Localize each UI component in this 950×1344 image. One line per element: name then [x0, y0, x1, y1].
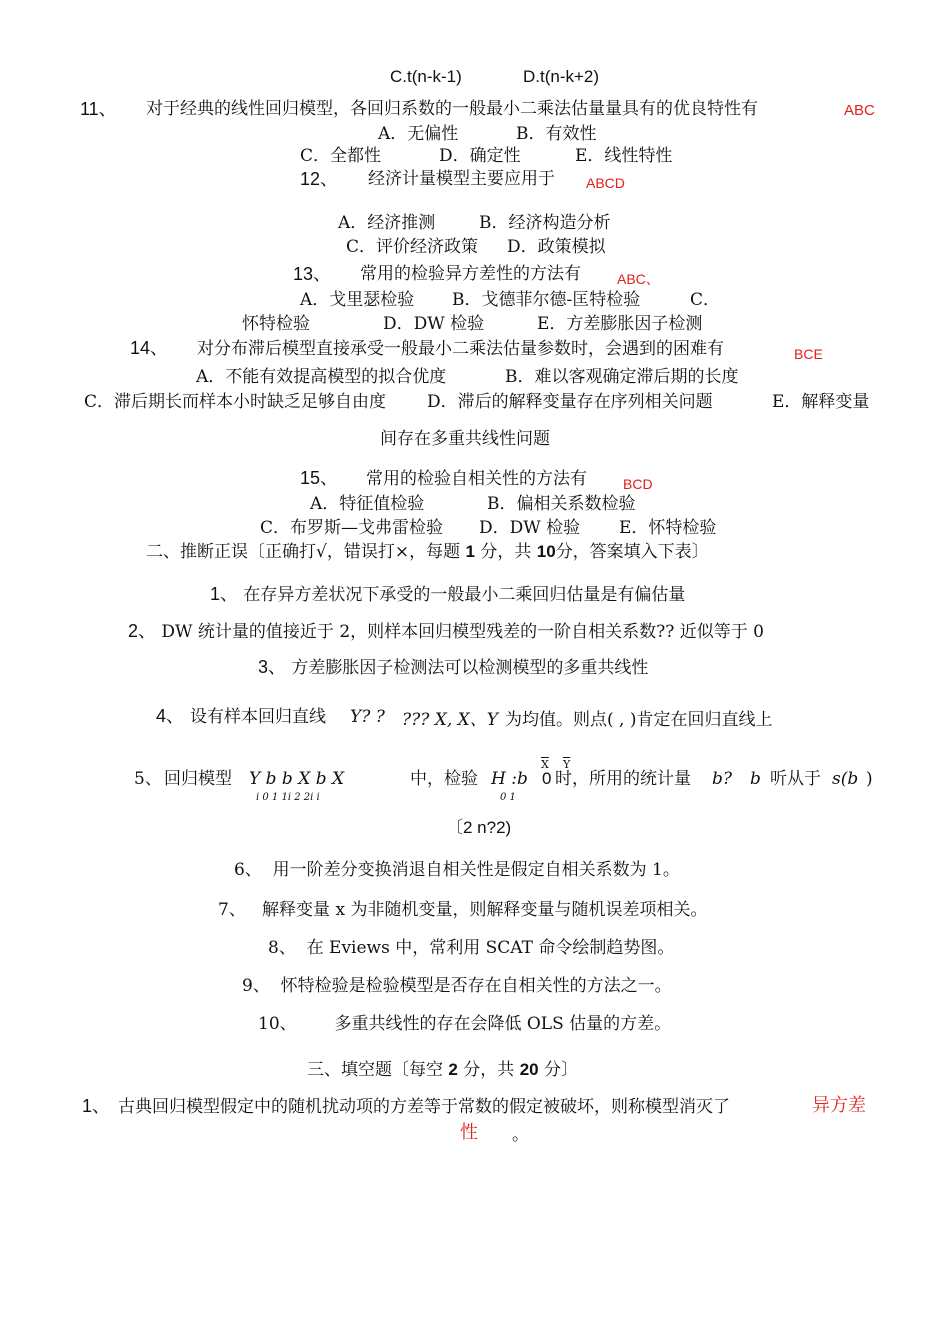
- fill-1-answer: 异方差: [812, 1095, 866, 1116]
- fill-1-end: 。: [512, 1125, 529, 1145]
- tf-4-marks: ??? X, X、Y: [402, 710, 498, 730]
- q11-text: 对于经典的线性回归模型，各回归系数的一般最小二乘法估量量具有的优良特性有: [146, 99, 758, 119]
- tf-3-text: 方差膨胀因子检测法可以检测模型的多重共线性: [291, 658, 649, 678]
- q14-option-b: B．难以客观确定滞后期的长度: [505, 367, 739, 387]
- tf-4-number: 4、: [156, 706, 185, 726]
- tf-5-equation-subscripts: i 0 1 1i 2 2i i: [256, 792, 320, 803]
- tf-item-1: [210, 583, 685, 606]
- section2-points-each: 1: [465, 542, 475, 561]
- section2-heading-c: 分，答案填入下表〕: [555, 542, 709, 562]
- q13-option-a: A．戈里瑟检验: [300, 290, 415, 310]
- tf-item-7: [218, 899, 707, 921]
- tf-2-text: DW 统计量的值接近于 2，则样本回归模型残差的一阶自相关系数?? 近似等于 0: [161, 622, 764, 642]
- tf-8-number: 8、: [268, 938, 296, 958]
- fill-1-text: 古典回归模型假定中的随机扰动项的方差等于常数的假定被破坏，则称模型消灭了: [118, 1097, 730, 1117]
- q14-option-c: C．滞后期长而样本小时缺乏足够自由度: [84, 392, 387, 412]
- tf-9-text: 怀特检验是检验模型是否存在自相关性的方法之一。: [280, 976, 672, 996]
- q15-option-c: C．布罗斯—戈弗雷检验: [260, 518, 444, 538]
- q12-option-c: C．评价经济政策: [346, 237, 479, 257]
- tf-5-equation: Y b b X b X: [249, 769, 345, 789]
- section3-heading: [307, 1059, 578, 1081]
- tf-7-text: 解释变量 x 为非随机变量，则解释变量与随机误差项相关。: [262, 900, 708, 920]
- tf-item-8: [268, 937, 674, 959]
- q12-text: 经济计量模型主要应用于: [368, 169, 555, 189]
- section3-points-each: 2: [448, 1060, 458, 1079]
- section2-heading-b: 分，共: [480, 542, 532, 562]
- tf-5-text-a: 回归模型: [164, 769, 232, 789]
- tf-4-text-a: 设有样本回归直线: [190, 707, 326, 727]
- tf-6-text: 用一阶差分变换消退自相关性是假定自相关系数为 1。: [272, 860, 680, 880]
- option-c: C.t(n-k-1): [390, 67, 462, 86]
- tf-5-statistic-b: b: [750, 769, 761, 789]
- q15-answer: BCD: [623, 476, 653, 492]
- tf-5-ybar: $\overline{Y}$: [563, 758, 571, 771]
- q12-option-d: D．政策模拟: [507, 237, 606, 257]
- section2-points-total: 10: [536, 542, 556, 561]
- section2-heading-a: 二、推断正误〔正确打√，错误打×，每题: [146, 542, 461, 562]
- q11-option-c: C．全都性: [300, 146, 382, 166]
- tf-5-text-b: 时，所用的统计量: [555, 769, 691, 789]
- q11-option-a: A．无偏性: [378, 124, 459, 144]
- q15-number: 15、: [300, 468, 339, 488]
- q11-option-d: D．确定性: [439, 146, 521, 166]
- tf-1-number: 1、: [210, 584, 239, 604]
- tf-item-3: [258, 656, 648, 679]
- section2-heading: [146, 541, 709, 563]
- q13-text: 常用的检验异方差性的方法有: [360, 264, 581, 284]
- q12-answer: ABCD: [586, 175, 625, 191]
- tf-1-text: 在存异方差状况下承受的一般最小二乘回归估量是有偏估量: [243, 585, 686, 605]
- q12-number: 12、: [300, 169, 339, 189]
- q13-option-e: E．方差膨胀因子检测: [537, 314, 703, 334]
- tf-item-6: [234, 859, 680, 881]
- q13-option-b: B．戈德菲尔德-匡特检验: [452, 290, 641, 310]
- q13-option-c-cont: 怀特检验: [242, 314, 310, 334]
- tf-item-10: [258, 1013, 671, 1035]
- q11-option-b: B．有效性: [516, 124, 597, 144]
- q14-option-e-cont: 间存在多重共线性问题: [380, 429, 550, 449]
- tf-5-hypothesis: H :b: [491, 769, 528, 789]
- tf-5-continuation: 〔2 n?2): [446, 818, 512, 837]
- q14-option-d: D．滞后的解释变量存在序列相关问题: [427, 392, 713, 412]
- tf-9-number: 9、: [242, 976, 270, 996]
- tf-5-xbar: $\overline{X}$: [541, 758, 549, 771]
- tf-8-text: 在 Eviews 中，常利用 SCAT 命令绘制趋势图。: [306, 938, 675, 958]
- tf-5-obey: 听从于: [770, 769, 821, 789]
- q12-option-b: B．经济构造分析: [479, 213, 611, 233]
- tf-5-number: 5、: [134, 769, 162, 789]
- fill-1-answer-cont: 性: [460, 1122, 478, 1143]
- q15-option-e: E．怀特检验: [619, 518, 717, 538]
- tf-item-9: [242, 975, 672, 997]
- q14-number: 14、: [130, 338, 169, 358]
- q13-number: 13、: [293, 264, 332, 284]
- tf-5-statistic: b?: [712, 769, 732, 789]
- q15-option-d: D．DW 检验: [479, 518, 581, 538]
- q14-text: 对分布滞后模型直接承受一般最小二乘法估量参数时，会遇到的困难有: [197, 339, 724, 359]
- tf-5-hypothesis-subscripts: 0 1: [500, 792, 516, 803]
- q14-answer: BCE: [794, 346, 823, 362]
- tf-5-s: s(b: [832, 769, 859, 789]
- section3-points-total: 20: [519, 1060, 539, 1079]
- tf-5-zero: 0: [542, 769, 552, 788]
- section3-heading-c: 分〕: [544, 1060, 579, 1080]
- q15-text: 常用的检验自相关性的方法有: [366, 469, 587, 489]
- tf-10-number: 10、: [258, 1014, 297, 1034]
- tf-10-text: 多重共线性的存在会降低 OLS 估量的方差。: [334, 1014, 672, 1034]
- tf-5-close: ): [866, 769, 873, 789]
- option-d: D.t(n-k+2): [523, 67, 600, 86]
- fill-1-number: 1、: [82, 1096, 111, 1116]
- section3-heading-b: 分，共: [463, 1060, 515, 1080]
- q14-option-a: A．不能有效提高模型的拟合优度: [196, 367, 447, 387]
- q12-option-a: A．经济推测: [338, 213, 436, 233]
- tf-3-number: 3、: [258, 657, 287, 677]
- q15-option-a: A．特征值检验: [310, 494, 425, 514]
- q15-option-b: B．偏相关系数检验: [487, 494, 636, 514]
- tf-item-2: [128, 620, 764, 643]
- q13-option-c: C．: [690, 290, 721, 310]
- q13-answer: ABC、: [617, 271, 660, 287]
- q14-option-e: E．解释变量: [772, 392, 870, 412]
- tf-4-y-hat: Y? ?: [350, 707, 385, 727]
- tf-6-number: 6、: [234, 860, 262, 880]
- q13-option-d: D．DW 检验: [383, 314, 485, 334]
- q11-number: 11、: [80, 99, 117, 119]
- q11-answer: ABC: [844, 102, 875, 119]
- section3-heading-a: 三、填空题〔每空: [307, 1060, 443, 1080]
- tf-2-number: 2、: [128, 621, 157, 641]
- tf-4-text-b: 为均值。则点( , )肯定在回归直线上: [505, 710, 773, 730]
- tf-5-mid: 中，检验: [410, 769, 478, 789]
- tf-7-number: 7、: [218, 900, 246, 920]
- q11-option-e: E．线性特性: [575, 146, 673, 166]
